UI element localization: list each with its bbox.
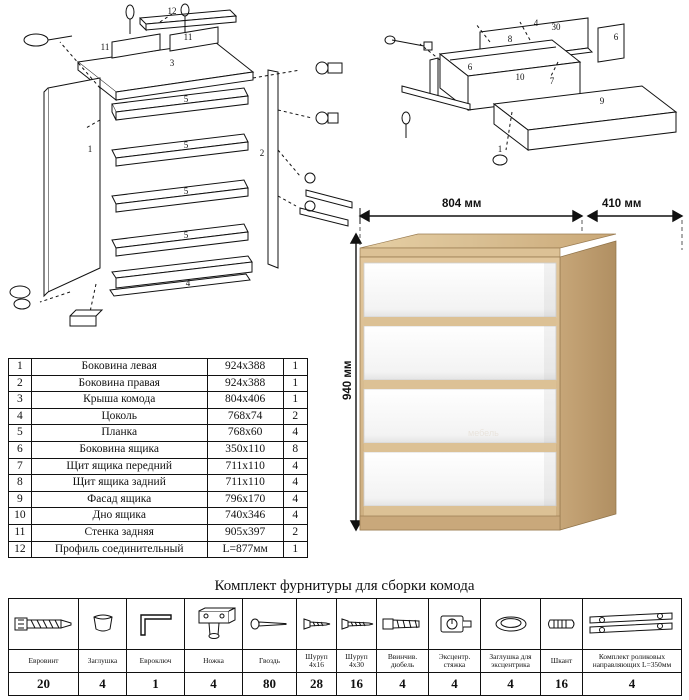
part-index: 7 [9,458,32,475]
dimension-depth-label: 410 мм [602,198,642,210]
kit-item-name: Гвоздь [243,650,297,673]
part-name: Планка [31,425,207,442]
part-quantity: 2 [283,524,307,541]
svg-text:4: 4 [185,278,191,288]
table-row [9,508,308,525]
table-row [9,392,308,409]
kit-item-count: 4 [583,673,682,696]
dowel-pin-icon [544,612,580,636]
kit-item-name: Евровинт [9,650,79,673]
svg-text:9: 9 [599,96,605,106]
part-quantity: 8 [283,441,307,458]
part-quantity: 1 [283,375,307,392]
kit-item-count: 4 [429,673,481,696]
table-row [9,408,308,425]
table-row [9,425,308,442]
part-name: Боковина правая [31,375,207,392]
kit-item-name: Заглушка [79,650,127,673]
part-quantity: 4 [283,458,307,475]
part-index: 5 [9,425,32,442]
part-index: 10 [9,508,32,525]
cam-lock-icon [431,611,479,637]
part-quantity: 4 [283,508,307,525]
svg-text:5: 5 [183,186,189,196]
screw-4x16-icon [300,611,334,637]
kit-item-name: Шуруп 4x16 [297,650,337,673]
kit-item-name: Эксцентр. стяжка [429,650,481,673]
slide-rail-icon-cell [583,599,682,650]
svg-text:12: 12 [167,6,177,16]
product-render-with-dimensions [330,190,689,560]
part-index: 2 [9,375,32,392]
part-dimension: 905x397 [207,524,283,541]
part-index: 6 [9,441,32,458]
svg-text:5: 5 [183,94,189,104]
part-name: Дно ящика [31,508,207,525]
cam-lock-icon-cell [429,599,481,650]
part-index: 8 [9,475,32,492]
part-index: 12 [9,541,32,558]
svg-text:6: 6 [613,32,619,42]
hardware-kit-table [8,598,682,696]
parts-list-table [8,358,308,558]
table-row [9,458,308,475]
part-name: Стенка задняя [31,524,207,541]
leg-icon-cell [185,599,243,650]
part-dimension: 350x110 [207,441,283,458]
table-row [9,375,308,392]
kit-item-name: Шкант [541,650,583,673]
cam-cap-icon-cell [481,599,541,650]
part-quantity: 4 [283,475,307,492]
part-quantity: 4 [283,425,307,442]
kit-count-row [9,673,682,696]
part-index: 9 [9,491,32,508]
kit-item-count: 16 [337,673,377,696]
table-row [9,541,308,558]
kit-item-count: 4 [481,673,541,696]
part-dimension: 740x346 [207,508,283,525]
kit-item-name: Ножка [185,650,243,673]
part-index: 3 [9,392,32,409]
cap-plug-icon-cell [79,599,127,650]
part-name: Крыша комода [31,392,207,409]
kit-item-count: 4 [377,673,429,696]
table-row [9,475,308,492]
svg-text:1: 1 [497,144,503,154]
kit-item-name: Евроключ [127,650,185,673]
part-name: Щит ящика передний [31,458,207,475]
slide-rail-icon [586,607,678,641]
kit-item-count: 16 [541,673,583,696]
part-dimension: 768x74 [207,408,283,425]
svg-text:30: 30 [551,22,561,32]
table-row [9,491,308,508]
kit-item-count: 80 [243,673,297,696]
svg-text:7: 7 [549,76,555,86]
exploded-view-cabinet [0,0,360,350]
kit-item-count: 28 [297,673,337,696]
nail-icon [248,611,292,637]
exploded-view-drawer [380,0,689,170]
part-dimension: 711x110 [207,458,283,475]
svg-text:6: 6 [467,62,473,72]
part-name: Боковина левая [31,359,207,376]
cap-plug-icon [86,611,120,637]
svg-text:мебель: мебель [468,428,499,438]
kit-item-count: 1 [127,673,185,696]
hardware-kit-title: Комплект фурнитуры для сборки комода [214,578,475,594]
euro-key-icon-cell [127,599,185,650]
part-index: 4 [9,408,32,425]
table-row [9,359,308,376]
part-quantity: 1 [283,541,307,558]
part-dimension: 711x110 [207,475,283,492]
dowel-pin-icon-cell [541,599,583,650]
part-dimension: L=877мм [207,541,283,558]
svg-text:10: 10 [515,72,525,82]
part-name: Цоколь [31,408,207,425]
part-quantity: 1 [283,359,307,376]
part-name: Щит ящика задний [31,475,207,492]
part-index: 1 [9,359,32,376]
kit-item-count: 20 [9,673,79,696]
part-quantity: 1 [283,392,307,409]
leg-icon [191,607,237,641]
kit-item-count: 4 [185,673,243,696]
dowel-icon [379,611,427,637]
table-row [9,524,308,541]
part-dimension: 768x60 [207,425,283,442]
part-name: Профиль соединительный [31,541,207,558]
kit-item-name: Комплект роликовых направляющих L=350мм [583,650,682,673]
kit-item-name: Шуруп 4x30 [337,650,377,673]
euro-key-icon [133,609,179,639]
dresser-render [348,230,689,550]
part-quantity: 4 [283,491,307,508]
screw-4x30-icon [339,611,375,637]
screw-4x30-icon-cell [337,599,377,650]
svg-text:3: 3 [169,58,175,68]
svg-text:11: 11 [183,32,193,42]
part-index: 11 [9,524,32,541]
kit-icon-row [9,599,682,650]
part-dimension: 924x388 [207,359,283,376]
svg-text:5: 5 [183,140,189,150]
svg-text:2: 2 [259,148,265,158]
kit-item-name: Заглушка для эксцентрика [481,650,541,673]
table-row [9,441,308,458]
part-name: Фасад ящика [31,491,207,508]
part-name: Боковина ящика [31,441,207,458]
svg-text:8: 8 [507,34,513,44]
part-dimension: 796x170 [207,491,283,508]
svg-text:11: 11 [100,42,110,52]
svg-text:5: 5 [183,230,189,240]
nail-icon-cell [243,599,297,650]
svg-text:4: 4 [533,18,539,28]
part-quantity: 2 [283,408,307,425]
euro-screw-icon-cell [9,599,79,650]
part-dimension: 924x388 [207,375,283,392]
dowel-icon-cell [377,599,429,650]
svg-text:1: 1 [87,144,93,154]
euro-screw-icon [13,611,75,637]
part-dimension: 804x406 [207,392,283,409]
kit-name-row [9,650,682,673]
kit-item-name: Ввинчив. дюбель [377,650,429,673]
kit-item-count: 4 [79,673,127,696]
dimension-width-label: 804 мм [442,198,482,210]
dimension-height-label: 940 мм [342,360,354,400]
cam-cap-icon [489,612,533,636]
screw-4x16-icon-cell [297,599,337,650]
